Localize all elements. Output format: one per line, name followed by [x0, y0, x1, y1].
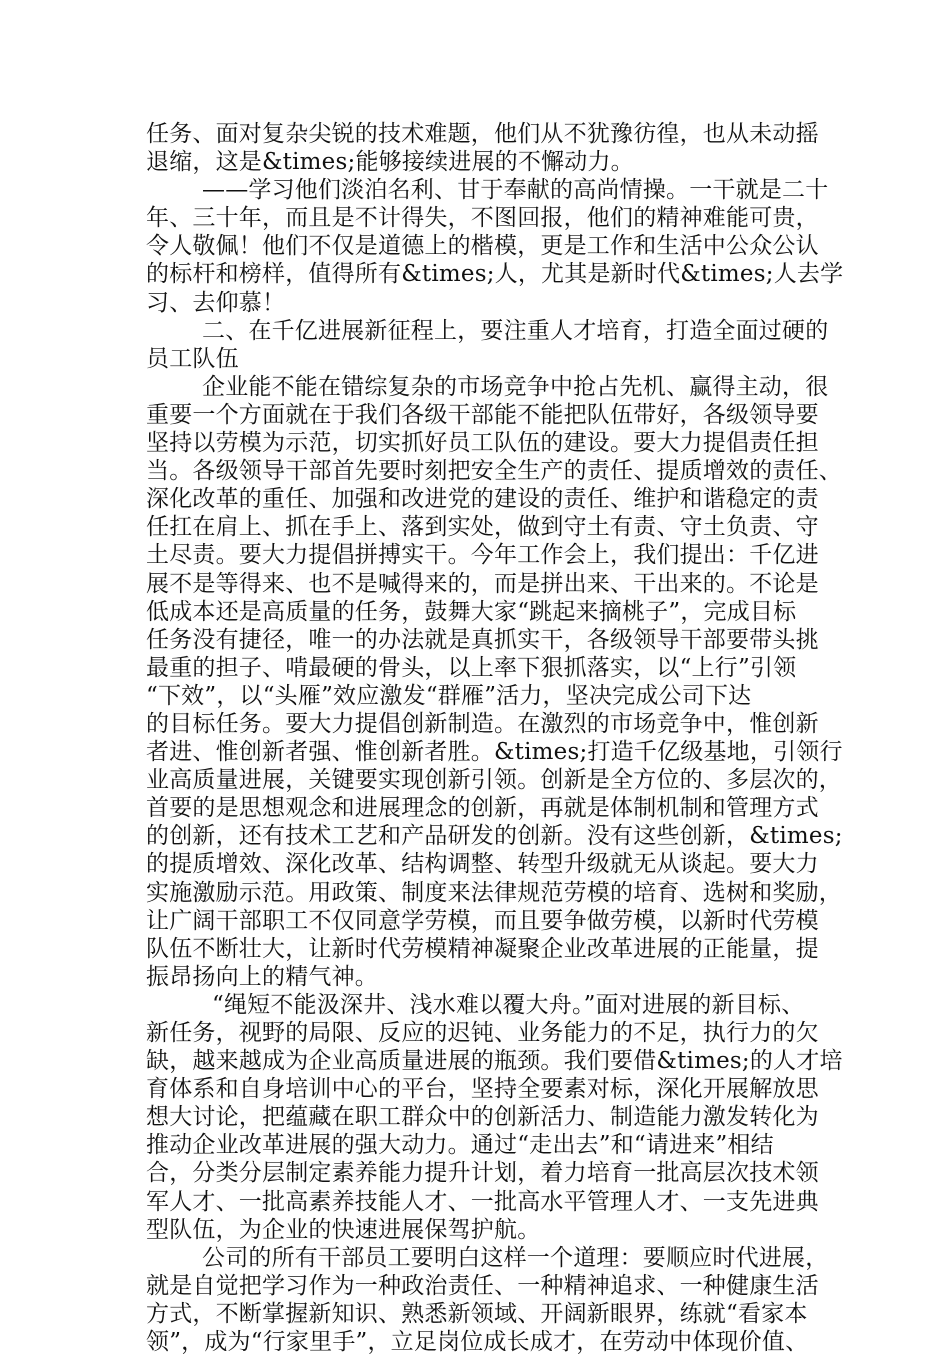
text-line: 土尽责。要大力提倡拼搏实干。今年工作会上，我们提出：千亿进: [146, 542, 819, 569]
text-line: 的标杆和榜样，值得所有&times;人，尤其是新时代&times;人去学: [146, 261, 844, 288]
text-line: 任务、面对复杂尖锐的技术难题，他们从不犹豫彷徨，也从未动摇: [146, 121, 819, 147]
document-body: [146, 120, 844, 1356]
text-line: 方式，不断掌握新知识、熟悉新领域、开阔新眼界，练就“看家本: [146, 1300, 808, 1327]
text-line: 重要一个方面就在于我们各级干部能不能把队伍带好，各级领导要: [146, 401, 819, 428]
text-line: 新任务，视野的局限、反应的迟钝、业务能力的不足，执行力的欠: [146, 1020, 819, 1046]
text-line: ——学习他们淡泊名利、甘于奉献的高尚情操。一干就是二十: [202, 177, 829, 204]
text-line: 振昂扬向上的精气神。: [146, 963, 378, 990]
text-line: 任务没有捷径，唯一的办法就是真抓实干，各级领导干部要带头挑: [146, 626, 819, 653]
text-line: 深化改革的重任、加强和改进党的建设的责任、维护和谐稳定的责: [146, 486, 819, 513]
text-line: “下效”，以“头雁”效应激发“群雁”活力，坚决完成公司下达: [146, 682, 752, 709]
text-line: 领”，成为“行家里手”，立足岗位成长成才，在劳动中体现价值、: [146, 1329, 809, 1356]
text-line: 缺，越来越成为企业高质量进展的瓶颈。我们要借&times;的人才培: [146, 1048, 843, 1075]
text-line: 首要的是思想观念和进展理念的创新，再就是体制机制和管理方式: [146, 795, 819, 822]
text-line: 当。各级领导干部首先要时刻把安全生产的责任、提质增效的责任、: [146, 458, 842, 485]
text-line: 任扛在肩上、抓在手上、落到实处，做到守土有责、守土负责、守: [146, 514, 819, 541]
text-line: 的创新，还有技术工艺和产品研发的创新。没有这些创新，&times;: [146, 823, 843, 850]
text-line: 的目标任务。要大力提倡创新制造。在激烈的市场竞争中，惟创新: [146, 710, 819, 737]
text-line: 的提质增效、深化改革、结构调整、转型升级就无从谈起。要大力: [146, 851, 819, 878]
text-line: 型队伍，为企业的快速进展保驾护航。: [146, 1216, 541, 1243]
text-line: 就是自觉把学习作为一种政治责任、一种精神追求、一种健康生活: [146, 1272, 819, 1299]
text-line: 业高质量进展，关键要实现创新引领。创新是全方位的、多层次的，: [146, 767, 842, 794]
text-line: 想大讨论，把蕴藏在职工群众中的创新活力、制造能力激发转化为: [146, 1104, 819, 1131]
text-line: 育体系和自身培训中心的平台，坚持全要素对标，深化开展解放思: [146, 1076, 819, 1103]
text-line: 企业能不能在错综复杂的市场竞争中抢占先机、赢得主动，很: [202, 373, 829, 400]
text-line: 展不是等得来、也不是喊得来的，而是拼出来、干出来的。不论是: [146, 570, 819, 597]
text-line: 坚持以劳模为示范，切实抓好员工队伍的建设。要大力提倡责任担: [146, 430, 819, 457]
text-line: 公司的所有干部员工要明白这样一个道理：要顺应时代进展，: [202, 1244, 829, 1271]
text-line: 者进、惟创新者强、惟创新者胜。&times;打造千亿级基地，引领行: [146, 739, 843, 766]
section-heading-line: 二、在千亿进展新征程上，要注重人才培育，打造全面过硬的: [202, 317, 829, 344]
text-line: 让广阔干部职工不仅同意学劳模，而且要争做劳模，以新时代劳模: [146, 907, 819, 934]
text-line: 队伍不断壮大，让新时代劳模精神凝聚企业改革进展的正能量，提: [146, 935, 819, 962]
text-line: 低成本还是高质量的任务，鼓舞大家“跳起来摘桃子”，完成目标: [146, 598, 797, 625]
text-line: 年、三十年，而且是不计得失，不图回报，他们的精神难能可贵，: [146, 205, 819, 232]
text-line: 军人才、一批高素养技能人才、一批高水平管理人才、一支先进典: [146, 1188, 819, 1215]
text-line: “绳短不能汲深井、浅水难以覆大舟。”面对进展的新目标、: [212, 991, 805, 1018]
section-heading-line: 员工队伍: [146, 345, 239, 372]
text-line: 令人敬佩！他们不仅是道德上的楷模，更是工作和生活中公众公认: [146, 233, 819, 260]
text-line: 合，分类分层制定素养能力提升计划，着力培育一批高层次技术领: [146, 1160, 819, 1187]
text-line: 推动企业改革进展的强大动力。通过“走出去”和“请进来”相结: [146, 1132, 774, 1159]
text-line: 实施激励示范。用政策、制度来法律规范劳模的培育、选树和奖励，: [146, 879, 842, 906]
text-line: 习、去仰慕！: [146, 289, 286, 316]
text-line: 退缩，这是&times;能够接续进展的不懈动力。: [146, 149, 634, 176]
text-line: 最重的担子、啃最硬的骨头，以上率下狠抓落实，以“上行”引领: [146, 654, 797, 681]
